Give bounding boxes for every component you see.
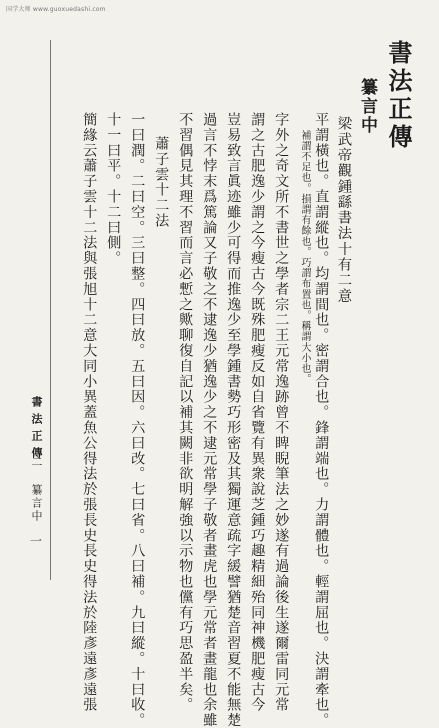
footer-book-title: 書法正傳 <box>30 396 43 464</box>
text-column-1: 梁武帝觀鍾繇書法十有二意 <box>335 116 352 304</box>
text-column-4: 謂之古肥逸少謂之今瘦古今既殊肥瘦反如自省覽有異衆說芝鍾巧趣精細殆同神機肥瘦古今 <box>249 112 266 713</box>
text-column-5: 豈易致言眞迹雖少可得而推逸少至學鍾書勢巧形密及其獨運意疏字緩譬猶楚音習夏不能無楚 <box>225 112 242 728</box>
chapter-heading: 纂言中 <box>357 78 377 135</box>
text-column-7: 不習偶見其理不習而言必慙之歟聊復自記以補其闕非欲明解強以示物也儻有巧思盈半矣。 <box>177 112 194 713</box>
section-heading: 蕭子雲十二法 <box>153 136 170 229</box>
text-column-3: 字外之奇文所不書世之學者宗二王元常逸跡曾不睥睨筆法之妙遂有過論後生遂爾雷同元常 <box>273 112 290 713</box>
text-column-9: 十一曰平。十二曰側。 <box>105 112 122 266</box>
page-number: 一 <box>30 534 43 548</box>
text-column-10: 簡緣云蕭子雲十二法與張旭十二意大同小異蓋魚公得法於張長史長史得法於陸彥遠彥遠張 <box>81 112 98 713</box>
text-column-8: 一曰潤。二曰空。三曰整。四曰放。五曰因。六曰改。七曰省。八曰補。九曰縱。十曰收。 <box>129 112 146 728</box>
watermark: 国学大师 www.guoxuedashi.com <box>6 6 106 13</box>
book-title: 書法正傳 <box>384 40 413 152</box>
footer-page-marker: 二 纂言中 <box>30 456 43 523</box>
left-margin-rule <box>50 40 51 580</box>
text-column-2-annotations: 補謂不足也。損謂有餘也。巧謂布置也。稱謂大小也。 <box>299 130 310 385</box>
text-column-2: 平謂橫也。直謂縱也。均謂間也。密謂合也。鋒謂端也。力謂體也。輕謂屈也。決謂牽也。 <box>313 112 330 728</box>
book-page <box>14 24 413 728</box>
text-column-6: 過言不悖末爲篤論又子敬之不逮逸少猶逸少之不逮元常學子敬者畫虎也學元常者畫龍也余雖 <box>201 112 218 728</box>
